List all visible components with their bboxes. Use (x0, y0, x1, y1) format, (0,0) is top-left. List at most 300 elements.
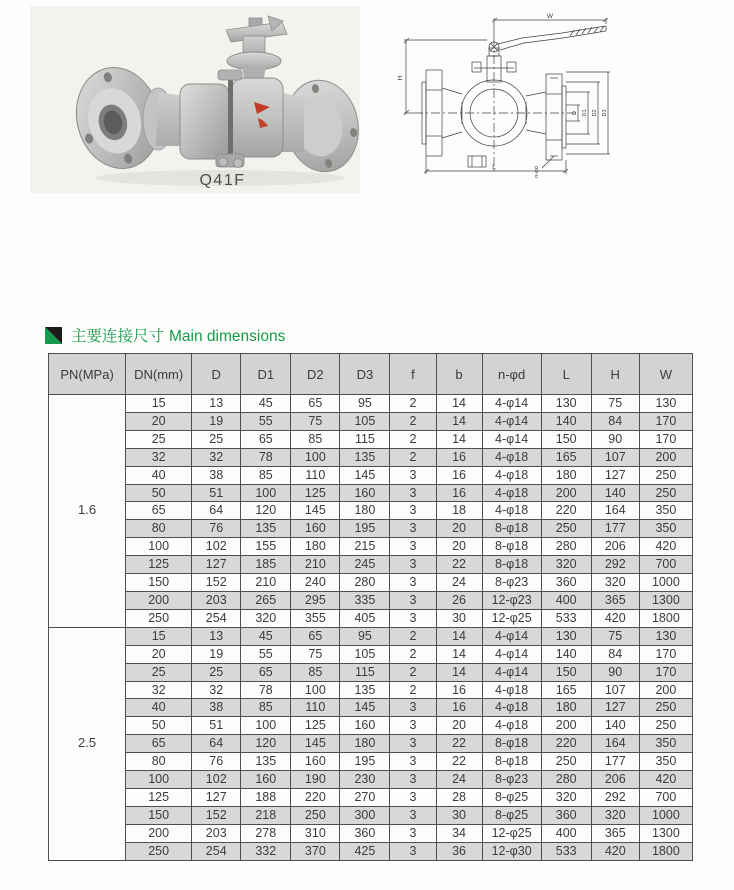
table-cell: 335 (340, 591, 390, 609)
table-cell: 100 (291, 681, 340, 699)
table-cell: 8-φ25 (482, 788, 541, 806)
table-cell: 150 (126, 574, 192, 592)
column-header: DN(mm) (126, 354, 192, 395)
table-cell: 3 (390, 753, 436, 771)
table-cell: 20 (126, 412, 192, 430)
table-cell: 4-φ14 (482, 627, 541, 645)
dim-label-d2: D2 (592, 109, 598, 117)
table-cell: 2 (390, 645, 436, 663)
photo-caption: Q41F (199, 172, 246, 189)
column-header: L (541, 354, 591, 395)
table-cell: 250 (541, 753, 591, 771)
table-cell: 100 (126, 771, 192, 789)
table-cell: 80 (126, 753, 192, 771)
table-cell: 700 (639, 556, 692, 574)
table-cell: 200 (126, 824, 192, 842)
table-cell: 250 (541, 520, 591, 538)
table-cell: 265 (241, 591, 291, 609)
table-cell: 150 (126, 806, 192, 824)
table-cell: 533 (541, 609, 591, 627)
table-cell: 36 (436, 842, 482, 860)
table-cell: 76 (192, 753, 241, 771)
table-cell: 180 (291, 538, 340, 556)
section-heading-text (71, 324, 285, 346)
table-cell: 2 (390, 430, 436, 448)
table-cell: 180 (541, 466, 591, 484)
table-row (49, 717, 693, 735)
table-cell: 3 (390, 842, 436, 860)
table-cell: 165 (541, 448, 591, 466)
section-title-zh: 主要连接尺寸 (71, 328, 165, 345)
table-cell: 85 (291, 663, 340, 681)
table-cell: 177 (591, 520, 639, 538)
table-cell: 100 (241, 717, 291, 735)
dim-label-w: W (546, 13, 554, 20)
table-cell: 360 (541, 806, 591, 824)
table-cell: 180 (340, 502, 390, 520)
table-cell: 14 (436, 645, 482, 663)
table-cell: 8-φ18 (482, 538, 541, 556)
table-cell: 1800 (639, 609, 692, 627)
dim-label-d1: D1 (582, 109, 588, 117)
table-cell: 140 (591, 717, 639, 735)
table-row (49, 412, 693, 430)
table-cell: 16 (436, 448, 482, 466)
table-cell: 65 (291, 395, 340, 413)
column-header: b (436, 354, 482, 395)
table-cell: 3 (390, 520, 436, 538)
dim-h (404, 38, 487, 115)
table-cell: 150 (541, 663, 591, 681)
table-cell: 300 (340, 806, 390, 824)
column-header: n-φd (482, 354, 541, 395)
table-cell: 250 (639, 466, 692, 484)
table-cell: 3 (390, 574, 436, 592)
table-cell: 177 (591, 753, 639, 771)
table-row (49, 448, 693, 466)
pn-cell: 1.6 (49, 395, 126, 628)
table-cell: 135 (241, 520, 291, 538)
table-cell: 700 (639, 788, 692, 806)
table-cell: 270 (340, 788, 390, 806)
table-cell: 65 (126, 735, 192, 753)
table-cell: 14 (436, 412, 482, 430)
table-cell: 135 (340, 448, 390, 466)
table-cell: 55 (241, 645, 291, 663)
table-cell: 160 (291, 753, 340, 771)
table-cell: 135 (241, 753, 291, 771)
table-cell: 8-φ23 (482, 771, 541, 789)
table-cell: 120 (241, 735, 291, 753)
drawing-handle (489, 26, 606, 52)
table-cell: 40 (126, 466, 192, 484)
table-cell: 20 (436, 538, 482, 556)
dim-label-nd: n-φd (534, 166, 540, 178)
table-cell: 170 (639, 663, 692, 681)
table-cell: 2 (390, 412, 436, 430)
table-cell: 360 (541, 574, 591, 592)
table-row (49, 824, 693, 842)
table-cell: 8-φ18 (482, 556, 541, 574)
table-cell: 115 (340, 430, 390, 448)
table-cell: 14 (436, 663, 482, 681)
table-cell: 4-φ18 (482, 502, 541, 520)
dim-label-d3: D3 (602, 109, 608, 117)
table-row (49, 430, 693, 448)
table-cell: 200 (639, 448, 692, 466)
table-cell: 3 (390, 699, 436, 717)
table-row (49, 735, 693, 753)
table-cell: 110 (291, 699, 340, 717)
table-cell: 102 (192, 538, 241, 556)
table-cell: 105 (340, 645, 390, 663)
table-row (49, 484, 693, 502)
table-cell: 350 (639, 753, 692, 771)
table-cell: 25 (126, 430, 192, 448)
table-cell: 2 (390, 681, 436, 699)
table-cell: 420 (591, 842, 639, 860)
dimensions-table (48, 353, 693, 861)
table-cell: 28 (436, 788, 482, 806)
table-cell: 200 (541, 717, 591, 735)
table-cell: 30 (436, 806, 482, 824)
table-cell: 152 (192, 574, 241, 592)
table-cell: 2 (390, 663, 436, 681)
table-cell: 1000 (639, 806, 692, 824)
drawing-right-flange (526, 74, 566, 160)
table-cell: 420 (591, 609, 639, 627)
table-cell: 220 (541, 735, 591, 753)
table-cell: 8-φ18 (482, 753, 541, 771)
table-cell: 65 (241, 430, 291, 448)
valve-body (180, 70, 283, 168)
table-cell: 350 (639, 502, 692, 520)
table-cell: 1300 (639, 824, 692, 842)
table-cell: 130 (639, 395, 692, 413)
drawing-drain (468, 156, 486, 167)
table-cell: 18 (436, 502, 482, 520)
table-cell: 220 (541, 502, 591, 520)
table-row (49, 788, 693, 806)
table-cell: 85 (241, 466, 291, 484)
table-row (49, 520, 693, 538)
table-cell: 78 (241, 681, 291, 699)
table-cell: 127 (192, 556, 241, 574)
table-cell: 30 (436, 609, 482, 627)
table-cell: 533 (541, 842, 591, 860)
table-cell: 254 (192, 609, 241, 627)
table-cell: 295 (291, 591, 340, 609)
dim-label-d: D (572, 111, 578, 115)
table-cell: 4-φ18 (482, 466, 541, 484)
table-cell: 84 (591, 412, 639, 430)
table-cell: 370 (291, 842, 340, 860)
table-cell: 13 (192, 627, 241, 645)
table-cell: 105 (340, 412, 390, 430)
right-neck (280, 92, 304, 152)
table-cell: 64 (192, 502, 241, 520)
table-cell: 155 (241, 538, 291, 556)
table-cell: 107 (591, 448, 639, 466)
table-cell: 20 (436, 717, 482, 735)
table-cell: 250 (126, 842, 192, 860)
table-row (49, 681, 693, 699)
table-cell: 3 (390, 484, 436, 502)
table-cell: 100 (241, 484, 291, 502)
table-cell: 160 (241, 771, 291, 789)
table-row (49, 806, 693, 824)
table-cell: 332 (241, 842, 291, 860)
table-cell: 203 (192, 591, 241, 609)
table-cell: 203 (192, 824, 241, 842)
table-cell: 230 (340, 771, 390, 789)
table-cell: 12-φ23 (482, 591, 541, 609)
table-cell: 4-φ18 (482, 681, 541, 699)
table-cell: 140 (591, 484, 639, 502)
table-cell: 4-φ18 (482, 448, 541, 466)
table-cell: 165 (541, 681, 591, 699)
table-cell: 13 (192, 395, 241, 413)
valve-photo-image (30, 6, 360, 193)
table-cell: 34 (436, 824, 482, 842)
table-cell: 100 (291, 448, 340, 466)
dim-w (492, 18, 608, 38)
table-cell: 185 (241, 556, 291, 574)
table-cell: 190 (291, 771, 340, 789)
table-cell: 365 (591, 591, 639, 609)
table-cell: 400 (541, 824, 591, 842)
table-cell: 8-φ18 (482, 735, 541, 753)
table-cell: 3 (390, 591, 436, 609)
table-cell: 26 (436, 591, 482, 609)
table-row (49, 502, 693, 520)
table-row (49, 771, 693, 789)
column-header: H (591, 354, 639, 395)
table-cell: 145 (291, 735, 340, 753)
table-cell: 250 (639, 699, 692, 717)
table-cell: 127 (591, 699, 639, 717)
table-cell: 200 (541, 484, 591, 502)
table-cell: 15 (126, 627, 192, 645)
column-header: W (639, 354, 692, 395)
table-cell: 80 (126, 520, 192, 538)
table-cell: 1000 (639, 574, 692, 592)
column-header: D (192, 354, 241, 395)
pn-cell: 2.5 (49, 627, 126, 860)
table-cell: 320 (591, 574, 639, 592)
table-cell: 76 (192, 520, 241, 538)
table-cell: 127 (192, 788, 241, 806)
table-cell: 3 (390, 466, 436, 484)
table-cell: 65 (241, 663, 291, 681)
section-heading (45, 324, 285, 346)
table-cell: 360 (340, 824, 390, 842)
table-row (49, 645, 693, 663)
table-cell: 3 (390, 502, 436, 520)
table-cell: 206 (591, 538, 639, 556)
table-cell: 85 (241, 699, 291, 717)
table-cell: 25 (192, 430, 241, 448)
table-row (49, 466, 693, 484)
table-cell: 75 (291, 645, 340, 663)
table-cell: 3 (390, 609, 436, 627)
table-cell: 420 (639, 538, 692, 556)
table-cell: 12-φ25 (482, 824, 541, 842)
table-cell: 78 (241, 448, 291, 466)
table-cell: 254 (192, 842, 241, 860)
table-cell: 170 (639, 430, 692, 448)
table-cell: 130 (541, 395, 591, 413)
table-cell: 50 (126, 484, 192, 502)
table-cell: 32 (126, 448, 192, 466)
table-cell: 278 (241, 824, 291, 842)
column-header: D1 (241, 354, 291, 395)
table-cell: 4-φ18 (482, 717, 541, 735)
table-cell: 115 (340, 663, 390, 681)
table-row (49, 395, 693, 413)
table-cell: 130 (541, 627, 591, 645)
table-cell: 145 (291, 502, 340, 520)
table-cell: 24 (436, 771, 482, 789)
table-row (49, 538, 693, 556)
table-row (49, 591, 693, 609)
table-cell: 206 (591, 771, 639, 789)
table-cell: 188 (241, 788, 291, 806)
table-cell: 250 (639, 484, 692, 502)
table-cell: 280 (541, 538, 591, 556)
table-cell: 38 (192, 466, 241, 484)
table-cell: 195 (340, 753, 390, 771)
table-cell: 24 (436, 574, 482, 592)
table-cell: 220 (291, 788, 340, 806)
table-cell: 25 (126, 663, 192, 681)
table-cell: 245 (340, 556, 390, 574)
table-cell: 125 (126, 788, 192, 806)
table-cell: 20 (126, 645, 192, 663)
table-cell: 14 (436, 627, 482, 645)
table-cell: 350 (639, 735, 692, 753)
table-cell: 90 (591, 663, 639, 681)
table-row (49, 699, 693, 717)
table-cell: 12-φ30 (482, 842, 541, 860)
table-cell: 75 (291, 412, 340, 430)
table-cell: 160 (340, 484, 390, 502)
table-cell: 140 (541, 412, 591, 430)
table-row (49, 609, 693, 627)
table-cell: 164 (591, 735, 639, 753)
table-cell: 200 (126, 591, 192, 609)
table-row (49, 574, 693, 592)
table-cell: 152 (192, 806, 241, 824)
table-cell: 170 (639, 412, 692, 430)
table-cell: 107 (591, 681, 639, 699)
table-cell: 14 (436, 430, 482, 448)
table-cell: 127 (591, 466, 639, 484)
table-cell: 292 (591, 556, 639, 574)
table-cell: 19 (192, 412, 241, 430)
table-cell: 2 (390, 627, 436, 645)
table-cell: 75 (591, 395, 639, 413)
table-cell: 280 (340, 574, 390, 592)
table-cell: 3 (390, 556, 436, 574)
table-cell: 210 (241, 574, 291, 592)
table-cell: 4-φ14 (482, 430, 541, 448)
column-header: f (390, 354, 436, 395)
table-cell: 25 (192, 663, 241, 681)
section-heading-icon (45, 327, 62, 344)
table-cell: 22 (436, 735, 482, 753)
table-cell: 16 (436, 484, 482, 502)
table-cell: 51 (192, 717, 241, 735)
table-cell: 200 (639, 681, 692, 699)
table-cell: 4-φ18 (482, 484, 541, 502)
table-cell: 320 (541, 556, 591, 574)
dim-label-h: H (397, 75, 404, 81)
table-cell: 3 (390, 735, 436, 753)
table-cell: 420 (639, 771, 692, 789)
table-cell: 164 (591, 502, 639, 520)
table-cell: 215 (340, 538, 390, 556)
technical-drawing (392, 10, 634, 182)
table-cell: 292 (591, 788, 639, 806)
table-row (49, 627, 693, 645)
table-cell: 4-φ14 (482, 395, 541, 413)
table-cell: 1300 (639, 591, 692, 609)
table-row (49, 753, 693, 771)
table-cell: 4-φ14 (482, 663, 541, 681)
table-cell: 4-φ14 (482, 645, 541, 663)
table-row (49, 842, 693, 860)
table-cell: 102 (192, 771, 241, 789)
technical-drawing-image (392, 10, 634, 182)
table-cell: 32 (126, 681, 192, 699)
dim-nd-leader (542, 156, 554, 168)
table-cell: 310 (291, 824, 340, 842)
table-cell: 400 (541, 591, 591, 609)
table-cell: 4-φ14 (482, 412, 541, 430)
table-cell: 8-φ23 (482, 574, 541, 592)
table-cell: 50 (126, 717, 192, 735)
table-cell: 20 (436, 520, 482, 538)
table-cell: 16 (436, 466, 482, 484)
table-cell: 320 (541, 788, 591, 806)
table-cell: 51 (192, 484, 241, 502)
table-cell: 145 (340, 699, 390, 717)
table-cell: 95 (340, 395, 390, 413)
table-cell: 32 (192, 681, 241, 699)
table-cell: 135 (340, 681, 390, 699)
table-cell: 240 (291, 574, 340, 592)
table-cell: 365 (591, 824, 639, 842)
table-cell: 280 (541, 771, 591, 789)
table-cell: 350 (639, 520, 692, 538)
table-cell: 250 (126, 609, 192, 627)
table-cell: 45 (241, 627, 291, 645)
table-cell: 75 (591, 627, 639, 645)
column-header: PN(MPa) (49, 354, 126, 395)
table-cell: 55 (241, 412, 291, 430)
table-cell: 320 (591, 806, 639, 824)
table-cell: 85 (291, 430, 340, 448)
table-cell: 14 (436, 395, 482, 413)
table-cell: 40 (126, 699, 192, 717)
table-cell: 355 (291, 609, 340, 627)
table-cell: 110 (291, 466, 340, 484)
table-cell: 3 (390, 538, 436, 556)
table-cell: 250 (291, 806, 340, 824)
table-cell: 65 (291, 627, 340, 645)
table-cell: 210 (291, 556, 340, 574)
